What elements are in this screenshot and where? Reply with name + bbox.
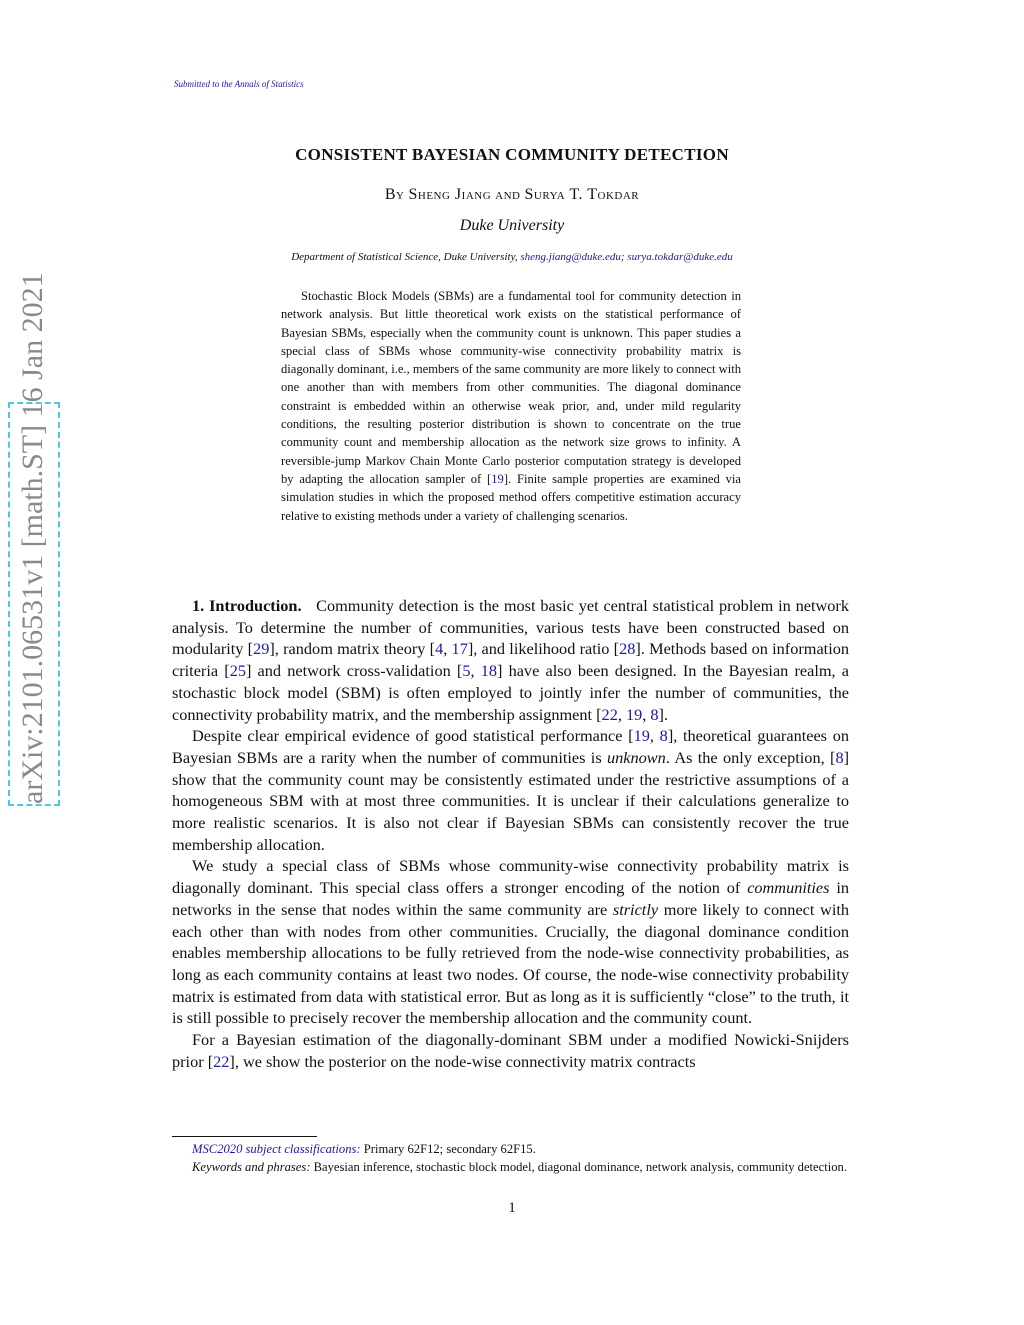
citation-link[interactable]: 19 [491, 471, 504, 486]
msc-link[interactable]: MSC2020 subject classifications: [192, 1142, 361, 1156]
keywords-label: Keywords and phrases: [192, 1160, 311, 1174]
affiliation: Duke University [459, 217, 565, 234]
keywords-footnote: Keywords and phrases: Bayesian inference, stochastic block model, diagonal dominance, network analysis, community detection. [192, 1160, 847, 1174]
email-jiang-link[interactable]: sheng.jiang@duke.edu [520, 251, 621, 263]
footnotes [172, 1140, 849, 1176]
intro-paragraph-4: For a Bayesian estimation of the diagonally-dominant SBM under a modified Nowicki-Snijders prior [22], we show the posterior on the node-wise connectivity matrix contracts [172, 1030, 849, 1071]
citation-link[interactable]: 25 [229, 661, 246, 681]
author-jiang: Sheng Jiang [408, 186, 492, 203]
abstract-text: Stochastic Block Models (SBMs) are a fundamental tool for community detection in network analysis. But little theoretical work exists on the statistical performance of Bayesian SBMs, especially when the community count is unknown. This paper studies a special class of SBMs whose community-wise connectivity probability matrix is diagonally dominant, i.e., members of the same community are more likely to connect with one another than with members from other communities. The diagonal dominance constraint is embedded within an otherwise weak prior, and, under mild regularity conditions, the resulting posterior distribution is shown to concentrate on the true community count and membership allocation as the network size grows to infinity. A reversible-jump Markov Chain Monte Carlo posterior computation strategy is developed by adapting the allocation sampler of [ [281, 289, 741, 486]
citation-link[interactable]: 18 [480, 661, 497, 681]
citation-link[interactable]: 22 [213, 1051, 230, 1071]
email-separator: ; [620, 251, 625, 263]
intro-paragraph-1: 1. Introduction. Community detection is the most basic yet central statistical problem in network analysis. To determine the number of communities, various tests have been constructed based on modularity [29], random matrix theory [4, 17], and likelihood ratio [28]. Methods based on information criteria [25] and network cross-validation [5, 18] have also been designed. In the Bayesian realm, a stochastic block model (SBM) is often employed to jointly infer the number of communities, the connectivity probability matrix, and the membership assignment [22, 19, 8]. [172, 596, 850, 724]
citation-link[interactable]: 19 [633, 726, 650, 746]
msc-footnote: MSC2020 subject classifications: Primary 62F12; secondary 62F15. [192, 1142, 536, 1156]
section-heading: 1. Introduction. [192, 596, 302, 615]
email-tokdar-link[interactable]: surya.tokdar@duke.edu [627, 251, 733, 263]
department-line [0, 251, 1024, 263]
citation-link[interactable]: 17 [451, 639, 468, 659]
introduction-section [172, 595, 849, 1072]
citation-link[interactable]: 4 [435, 639, 444, 659]
paper-title: CONSISTENT BAYESIAN COMMUNITY DETECTION [295, 145, 729, 164]
abstract-paragraph [281, 287, 741, 525]
intro-paragraph-3: We study a special class of SBMs whose community-wise connectivity probability matrix is diagonally dominant. This special class offers a stronger encoding of the notion of communities in networks in the sense that nodes within the same community are strictly more likely to connect with each other than with nodes from other communities. Crucially, the diagonal dominance condition enables membership allocations to be fully retrieved from the node-wise connectivity probabilities, as long as each community contains at least two nodes. Of course, the node-wise connectivity probability matrix is estimated from data with statistical error. But as long as it is sufficiently “close” to the truth, it is still possible to precisely recover the membership allocation and the community count. [172, 856, 850, 1028]
author-line [0, 186, 1024, 204]
citation-link[interactable]: 19 [625, 704, 643, 724]
arxiv-watermark: arXiv:2101.06531v1 [math.ST] 16 Jan 2021 [8, 402, 60, 806]
abstract-text-end: ]. Finite sample properties are examined via simulation studies in which the proposed method offers competitive estimation accuracy relative to existing methods under a variety of challenging scenarios. [281, 471, 741, 523]
journal-note: Submitted to the Annals of Statistics [174, 79, 304, 89]
page-number: 1 [508, 1200, 516, 1216]
citation-link[interactable]: 8 [650, 704, 659, 724]
citation-link[interactable]: 28 [619, 639, 636, 659]
citation-link[interactable]: 5 [462, 661, 471, 681]
by-label: By [384, 186, 405, 203]
citation-link[interactable]: 8 [659, 726, 668, 746]
author-tokdar: Surya T. Tokdar [524, 186, 640, 203]
abstract [281, 287, 741, 525]
department-text: Department of Statistical Science, Duke University, [291, 251, 518, 263]
citation-link[interactable]: 29 [253, 639, 270, 659]
footnote-rule [172, 1136, 317, 1137]
and-label: and [495, 186, 521, 203]
citation-link[interactable]: 8 [835, 747, 844, 767]
intro-paragraph-2: Despite clear empirical evidence of good statistical performance [19, 8], theoretical guarantees on Bayesian SBMs are a rarity when the number of communities is unknown. As the only exception, [8] show that the community count may be consistently estimated under the restrictive assumptions of a homogeneous SBM with at most three communities. It is unclear if their calculations generalize to more realistic scenarios. It is also not clear if Bayesian SBMs can consistently recover the true membership allocation. [172, 726, 850, 854]
citation-link[interactable]: 22 [601, 704, 618, 724]
